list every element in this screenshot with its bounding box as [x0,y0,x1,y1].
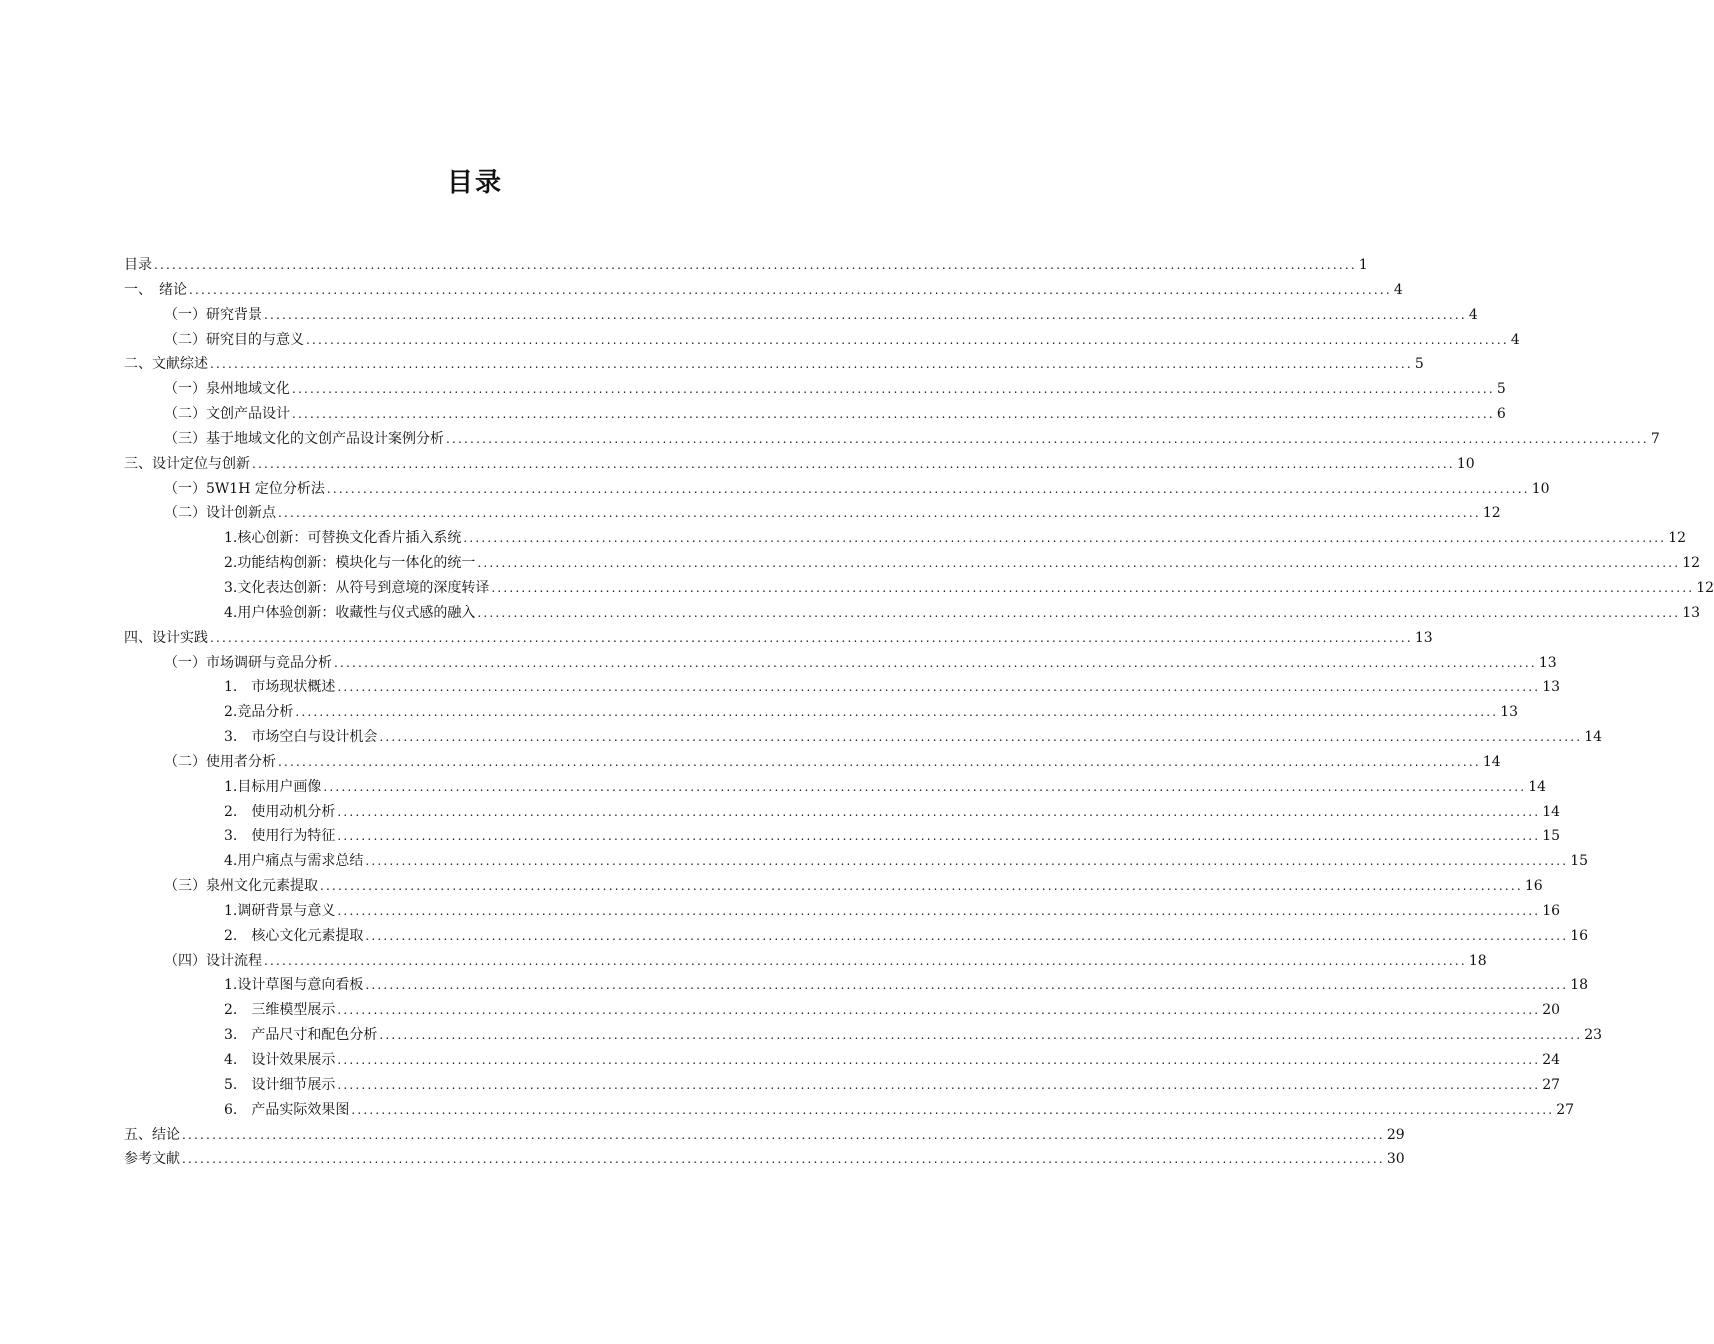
toc-entry-page-number: 12 [1682,555,1701,572]
toc-entry-label: 目录 [124,257,152,273]
toc-dot-leader: ........................................................................................................................................................................................................ [337,829,1541,844]
toc-entry-label: （一）泉州地域文化 [164,381,290,398]
toc-entry-page-number: 14 [1528,778,1547,795]
toc-entry-page-number: 13 [1414,629,1433,646]
toc-entry[interactable] [124,279,1403,304]
toc-entry-label: 3. 产品尺寸和配色分析 [224,1027,378,1044]
toc-dot-leader: ........................................................................................................................................................................................................ [320,879,1523,894]
toc-entry[interactable] [124,1074,1561,1099]
toc-entry[interactable] [124,453,1475,478]
toc-dot-leader: ........................................................................................................................................................................................................ [365,978,1569,993]
toc-entry-label: （三）泉州文化元素提取 [164,878,318,895]
toc-dot-leader: ........................................................................................................................................................................................................ [477,605,1681,620]
toc-entry-label: （二）文创产品设计 [164,406,290,423]
toc-entry[interactable] [124,1024,1603,1049]
toc-dot-leader: ........................................................................................................................................................................................................ [337,1053,1541,1067]
toc-entry-page-number: 14 [1542,803,1561,820]
toc-entry-page-number: 27 [1542,1076,1561,1093]
toc-entry-page-number: 15 [1542,828,1561,845]
toc-entry-page-number: 23 [1584,1027,1603,1044]
toc-entry-label: 1. 市场现状概述 [224,679,336,696]
toc-entry-page-number: 13 [1542,679,1561,696]
toc-dot-leader: ........................................................................................................................................................................................................ [292,407,1495,422]
toc-dot-leader: ........................................................................................................................................................................................................ [446,431,1649,446]
toc-dot-leader: ........................................................................................................................................................................................................ [379,730,1583,745]
toc-entry[interactable] [124,925,1589,950]
toc-entry-label: 3. 市场空白与设计机会 [224,729,378,746]
toc-dot-leader: ........................................................................................................................................................................................................ [210,357,1413,372]
toc-entry-page-number: 10 [1531,480,1550,497]
toc-entry[interactable] [124,527,1687,552]
toc-entry-label: 5. 设计细节展示 [224,1076,336,1093]
toc-entry-page-number: 18 [1570,977,1589,994]
toc-entry[interactable] [124,652,1557,677]
toc-dot-leader: ........................................................................................................................................................................................................ [292,382,1495,397]
toc-entry-label: （二）使用者分析 [164,753,276,770]
toc-entry[interactable] [124,1099,1575,1124]
toc-entry-label: 2. 三维模型展示 [224,1002,336,1019]
toc-entry[interactable] [124,1049,1561,1074]
toc-entry-label: 3.文化表达创新：从符号到意境的深度转译 [224,579,490,596]
toc-dot-leader: ........................................................................................................................................................................................................ [337,804,1541,819]
toc-dot-leader: ........................................................................................................................................................................................................ [337,903,1541,918]
toc-entry[interactable] [124,378,1506,403]
toc-entry[interactable] [124,577,1714,602]
toc-dot-leader: ........................................................................................................................................................................................................ [295,705,1499,720]
toc-entry-page-number: 14 [1482,753,1501,770]
toc-entry[interactable] [124,950,1487,975]
toc-entry[interactable] [124,627,1433,652]
toc-entry[interactable] [124,353,1424,378]
toc-dot-leader: ........................................................................................................................................................................................................ [264,953,1467,968]
toc-dot-leader: ........................................................................................................................................................................................................ [252,456,1455,471]
toc-entry[interactable] [124,701,1519,726]
toc-dot-leader: ........................................................................................................................................................................................................ [210,630,1413,645]
toc-entry[interactable] [124,1124,1405,1149]
toc-entry-label: （二）研究目的与意义 [164,331,304,348]
toc-dot-leader: ........................................................................................................................................................................................................ [351,1102,1555,1117]
toc-dot-leader: ........................................................................................................................................................................................................ [365,928,1569,943]
toc-entry[interactable] [124,478,1550,503]
toc-dot-leader: ........................................................................................................................................................................................................ [306,332,1509,347]
toc-entry-page-number: 10 [1456,455,1475,472]
toc-dot-leader: ........................................................................................................................................................................................................ [182,1152,1385,1167]
toc-entry-page-number: 16 [1570,927,1589,944]
toc-dot-leader: ........................................................................................................................................................................................................ [278,754,1481,769]
toc-entry-page-number: 18 [1468,952,1487,969]
toc-entry-label: 2. 使用动机分析 [224,803,336,820]
toc-entry-label: 4.用户体验创新：收藏性与仪式感的融入 [224,604,476,621]
toc-entry-page-number: 5 [1414,356,1424,373]
toc-entry-label: （三）基于地域文化的文创产品设计案例分析 [164,430,444,447]
toc-entry-page-number: 4 [1510,331,1520,348]
toc-entry[interactable] [124,776,1547,801]
toc-entry-page-number: 16 [1542,902,1561,919]
toc-entry-page-number: 29 [1386,1126,1405,1143]
toc-entry-label: 1.设计草图与意向看板 [224,977,364,994]
toc-dot-leader: ........................................................................................................................................................................................................ [379,1028,1583,1043]
toc-entry[interactable] [124,676,1561,701]
toc-entry-label: 三、设计定位与创新 [124,455,250,472]
toc-entry-page-number: 15 [1570,853,1589,870]
toc-entry-label: 五、结论 [124,1126,180,1143]
toc-entry-page-number: 13 [1538,654,1557,671]
toc-dot-leader: ........................................................................................................................................................................................................ [463,531,1667,546]
toc-entry-page-number: 13 [1682,604,1701,621]
toc-entry[interactable] [124,502,1501,527]
toc-entry[interactable] [124,875,1543,900]
toc-entry[interactable] [124,850,1589,875]
toc-entry-page-number: 27 [1556,1101,1575,1118]
toc-entry-label: 1.调研背景与意义 [224,902,336,919]
toc-entry-label: 4. 设计效果展示 [224,1052,336,1068]
toc-entry[interactable] [124,751,1501,776]
toc-entry-label: 2.功能结构创新：模块化与一体化的统一 [224,555,476,572]
toc-dot-leader: ........................................................................................................................................................................................................ [477,556,1681,571]
toc-entry-label: 二、文献综述 [124,356,208,373]
toc-entry-page-number: 13 [1500,704,1519,721]
toc-dot-leader: ........................................................................................................................................................................................................ [323,779,1527,794]
toc-entry-page-number: 30 [1386,1151,1405,1168]
toc-entry[interactable] [124,900,1561,925]
toc-entry[interactable] [124,552,1701,577]
toc-dot-leader: ........................................................................................................................................................................................................ [365,854,1569,869]
toc-entry-page-number: 7 [1650,430,1660,447]
toc-entry-label: 1.目标用户画像 [224,778,322,795]
toc-entry[interactable] [124,726,1603,751]
toc-entry[interactable] [124,304,1478,329]
toc-entry-label: （四）设计流程 [164,952,262,969]
toc-entry-label: 4.用户痛点与需求总结 [224,853,364,870]
toc-dot-leader: ........................................................................................................................................................................................................ [491,580,1695,595]
toc-entry-label: 3. 使用行为特征 [224,828,336,845]
toc-entry-page-number: 14 [1584,729,1603,746]
toc-entry-label: （一）5W1H 定位分析法 [164,480,325,497]
toc-entry[interactable] [124,403,1506,428]
toc-entry[interactable] [124,428,1660,453]
toc-dot-leader: ........................................................................................................................................................................................................ [189,282,1392,297]
toc-entry-page-number: 4 [1468,306,1478,323]
toc-dot-leader: ........................................................................................................................................................................................................ [337,1077,1541,1092]
toc-entry-label: 1.核心创新：可替换文化香片插入系统 [224,530,462,547]
toc-entry-label: 2. 核心文化元素提取 [224,927,364,944]
toc-entry-label: （一）市场调研与竞品分析 [164,654,332,671]
toc-dot-leader: ........................................................................................................................................................................................................ [264,307,1467,322]
toc-dot-leader: ........................................................................................................................................................................................................ [334,655,1537,670]
toc-entry[interactable] [124,974,1589,999]
toc-dot-leader: ........................................................................................................................................................................................................ [182,1127,1385,1142]
toc-entry-page-number: 12 [1668,530,1687,547]
toc-entry-label: （一）研究背景 [164,306,262,323]
toc-entry-label: 6. 产品实际效果图 [224,1101,350,1118]
toc-entry[interactable] [124,801,1561,826]
toc-entry[interactable] [124,602,1701,627]
toc-dot-leader: ........................................................................................................................................................................................................ [278,506,1481,521]
toc-entry-label: 四、设计实践 [124,629,208,646]
toc-entry-label: 一、 绪论 [124,281,187,298]
table-of-contents [124,254,1714,1173]
toc-entry-label: 参考文献 [124,1151,180,1168]
toc-entry[interactable] [124,999,1561,1024]
toc-entry[interactable] [124,825,1561,850]
toc-entry-label: （二）设计创新点 [164,505,276,522]
toc-dot-leader: ........................................................................................................................................................................................................ [154,258,1357,272]
toc-entry-page-number: 24 [1542,1052,1561,1068]
toc-dot-leader: ........................................................................................................................................................................................................ [326,481,1530,496]
toc-entry[interactable] [124,329,1520,354]
toc-entry-page-number: 5 [1496,381,1506,398]
toc-entry-page-number: 6 [1496,406,1506,423]
toc-entry-page-number: 12 [1696,579,1714,596]
toc-entry[interactable] [124,254,1368,279]
toc-dot-leader: ........................................................................................................................................................................................................ [337,680,1541,695]
toc-entry-page-number: 20 [1542,1002,1561,1019]
page-title: 目录 [446,168,503,198]
toc-dot-leader: ........................................................................................................................................................................................................ [337,1003,1541,1018]
toc-entry-page-number: 1 [1358,257,1368,273]
toc-entry-page-number: 16 [1524,878,1543,895]
toc-entry-label: 2.竞品分析 [224,704,294,721]
toc-entry[interactable] [124,1148,1405,1173]
toc-entry-page-number: 12 [1482,505,1501,522]
toc-entry-page-number: 4 [1393,281,1403,298]
